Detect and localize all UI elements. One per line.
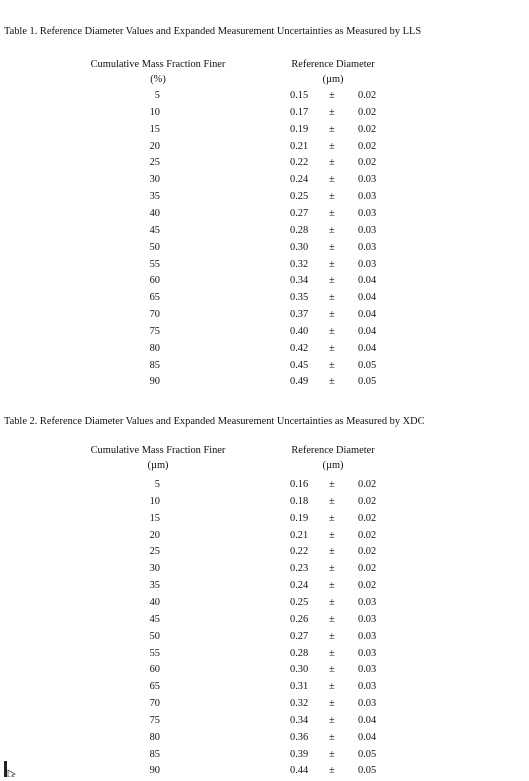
plus-minus-sign: ±	[329, 630, 335, 642]
mass-fraction-cell: 55	[149, 647, 160, 659]
reference-diameter-cell: 0.23	[290, 563, 309, 575]
table-row	[0, 225, 529, 241]
uncertainty-cell: 0.02	[358, 495, 377, 507]
plus-minus-sign: ±	[329, 325, 335, 337]
uncertainty-cell: 0.04	[358, 731, 377, 743]
mass-fraction-cell: 25	[149, 546, 160, 558]
reference-diameter-cell: 0.34	[290, 275, 309, 287]
plus-minus-sign: ±	[329, 157, 335, 169]
uncertainty-cell: 0.02	[358, 479, 377, 490]
reference-diameter-cell: 0.37	[290, 309, 309, 321]
uncertainty-cell: 0.02	[358, 123, 377, 135]
reference-diameter-cell: 0.26	[290, 613, 309, 625]
reference-diameter-cell: 0.18	[290, 495, 309, 507]
reference-diameter-cell: 0.24	[290, 174, 309, 186]
table2-col2-header-line1: Reference Diameter	[291, 445, 375, 456]
table-row	[0, 208, 529, 224]
uncertainty-cell: 0.04	[358, 325, 377, 337]
uncertainty-cell: 0.04	[358, 309, 377, 321]
plus-minus-sign: ±	[329, 512, 335, 524]
plus-minus-sign: ±	[329, 714, 335, 726]
mass-fraction-cell: 60	[149, 275, 160, 287]
plus-minus-sign: ±	[329, 748, 335, 760]
plus-minus-sign: ±	[329, 90, 335, 101]
mass-fraction-cell: 20	[149, 140, 160, 152]
reference-diameter-cell: 0.25	[290, 596, 309, 608]
table2-col2-header-line2: (µm)	[322, 460, 344, 471]
reference-diameter-cell: 0.21	[290, 140, 309, 152]
table2-col1-header	[78, 443, 238, 473]
plus-minus-sign: ±	[329, 123, 335, 135]
uncertainty-cell: 0.03	[358, 596, 377, 608]
plus-minus-sign: ±	[329, 765, 335, 777]
table-row	[0, 765, 529, 781]
plus-minus-sign: ±	[329, 495, 335, 507]
reference-diameter-cell: 0.44	[290, 765, 309, 777]
uncertainty-cell: 0.02	[358, 106, 377, 118]
reference-diameter-cell: 0.25	[290, 191, 309, 203]
plus-minus-sign: ±	[329, 241, 335, 253]
uncertainty-cell: 0.02	[358, 580, 377, 592]
mass-fraction-cell: 5	[154, 90, 160, 101]
table-row	[0, 681, 529, 697]
reference-diameter-cell: 0.30	[290, 664, 309, 676]
mass-fraction-cell: 45	[149, 224, 160, 236]
reference-diameter-cell: 0.40	[290, 325, 309, 337]
table-row	[0, 141, 529, 157]
uncertainty-cell: 0.03	[358, 241, 377, 253]
reference-diameter-cell: 0.22	[290, 546, 309, 558]
table-row	[0, 259, 529, 275]
uncertainty-cell: 0.03	[358, 647, 377, 659]
plus-minus-sign: ±	[329, 258, 335, 270]
mass-fraction-cell: 25	[149, 157, 160, 169]
table-row	[0, 343, 529, 359]
table1-col1-header	[78, 57, 238, 87]
mass-fraction-cell: 60	[149, 664, 160, 676]
mass-fraction-cell: 80	[149, 342, 160, 354]
uncertainty-cell: 0.04	[358, 714, 377, 726]
uncertainty-cell: 0.03	[358, 613, 377, 625]
uncertainty-cell: 0.03	[358, 191, 377, 203]
table-row	[0, 715, 529, 731]
mass-fraction-cell: 85	[149, 359, 160, 371]
reference-diameter-cell: 0.32	[290, 258, 309, 270]
table-row	[0, 326, 529, 342]
mass-fraction-cell: 80	[149, 731, 160, 743]
mass-fraction-cell: 45	[149, 613, 160, 625]
mass-fraction-cell: 30	[149, 174, 160, 186]
uncertainty-cell: 0.03	[358, 224, 377, 236]
reference-diameter-cell: 0.39	[290, 748, 309, 760]
table-row	[0, 563, 529, 579]
reference-diameter-cell: 0.17	[290, 106, 309, 118]
table-row	[0, 513, 529, 529]
table-row	[0, 546, 529, 562]
reference-diameter-cell: 0.42	[290, 342, 309, 354]
plus-minus-sign: ±	[329, 731, 335, 743]
reference-diameter-cell: 0.49	[290, 376, 309, 388]
plus-minus-sign: ±	[329, 647, 335, 659]
mass-fraction-cell: 65	[149, 681, 160, 693]
plus-minus-sign: ±	[329, 664, 335, 676]
uncertainty-cell: 0.05	[358, 359, 377, 371]
table-row	[0, 360, 529, 376]
mass-fraction-cell: 5	[154, 479, 160, 490]
mass-fraction-cell: 10	[149, 106, 160, 118]
uncertainty-cell: 0.05	[358, 748, 377, 760]
reference-diameter-cell: 0.19	[290, 512, 309, 524]
plus-minus-sign: ±	[329, 106, 335, 118]
mass-fraction-cell: 35	[149, 580, 160, 592]
table1-col2-header	[278, 57, 388, 87]
uncertainty-cell: 0.02	[358, 512, 377, 524]
table-row	[0, 376, 529, 392]
mass-fraction-cell: 15	[149, 123, 160, 135]
reference-diameter-cell: 0.19	[290, 123, 309, 135]
table-row	[0, 191, 529, 207]
reference-diameter-cell: 0.24	[290, 580, 309, 592]
table-row	[0, 698, 529, 714]
table2-col1-header-line2: (µm)	[147, 460, 169, 471]
uncertainty-cell: 0.02	[358, 140, 377, 152]
table-row	[0, 292, 529, 308]
plus-minus-sign: ±	[329, 342, 335, 354]
uncertainty-cell: 0.05	[358, 765, 377, 777]
table-row	[0, 664, 529, 680]
plus-minus-sign: ±	[329, 681, 335, 693]
plus-minus-sign: ±	[329, 275, 335, 287]
plus-minus-sign: ±	[329, 546, 335, 558]
uncertainty-cell: 0.02	[358, 90, 377, 101]
mass-fraction-cell: 15	[149, 512, 160, 524]
reference-diameter-cell: 0.28	[290, 647, 309, 659]
plus-minus-sign: ±	[329, 309, 335, 321]
mass-fraction-cell: 90	[149, 376, 160, 388]
plus-minus-sign: ±	[329, 174, 335, 186]
table1-col2-header-line1: Reference Diameter	[291, 59, 375, 70]
table-row	[0, 479, 529, 495]
plus-minus-sign: ±	[329, 698, 335, 710]
table-row	[0, 580, 529, 596]
reference-diameter-cell: 0.16	[290, 479, 309, 490]
table1-col2-header-line2: (µm)	[322, 74, 344, 85]
table-row	[0, 242, 529, 258]
reference-diameter-cell: 0.45	[290, 359, 309, 371]
uncertainty-cell: 0.02	[358, 157, 377, 169]
reference-diameter-cell: 0.22	[290, 157, 309, 169]
table-row	[0, 275, 529, 291]
mass-fraction-cell: 65	[149, 292, 160, 304]
table2-caption: Table 2. Reference Diameter Values and Expanded Measurement Uncertainties as Measured by XDC	[4, 416, 425, 427]
plus-minus-sign: ±	[329, 376, 335, 388]
reference-diameter-cell: 0.30	[290, 241, 309, 253]
table1-caption: Table 1. Reference Diameter Values and Expanded Measurement Uncertainties as Measured by LLS	[4, 26, 422, 37]
plus-minus-sign: ±	[329, 207, 335, 219]
table1-col1-header-line2: (%)	[150, 74, 166, 85]
uncertainty-cell: 0.03	[358, 174, 377, 186]
mass-fraction-cell: 40	[149, 596, 160, 608]
reference-diameter-cell: 0.28	[290, 224, 309, 236]
uncertainty-cell: 0.03	[358, 698, 377, 710]
table1-col1-header-line1: Cumulative Mass Fraction Finer	[90, 59, 226, 70]
reference-diameter-cell: 0.34	[290, 714, 309, 726]
mass-fraction-cell: 75	[149, 325, 160, 337]
table-row	[0, 732, 529, 748]
mass-fraction-cell: 70	[149, 309, 160, 321]
mass-fraction-cell: 85	[149, 748, 160, 760]
table-row	[0, 124, 529, 140]
reference-diameter-cell: 0.31	[290, 681, 309, 693]
plus-minus-sign: ±	[329, 359, 335, 371]
plus-minus-sign: ±	[329, 580, 335, 592]
plus-minus-sign: ±	[329, 529, 335, 541]
uncertainty-cell: 0.03	[358, 681, 377, 693]
mass-fraction-cell: 35	[149, 191, 160, 203]
mass-fraction-cell: 70	[149, 698, 160, 710]
table-row	[0, 648, 529, 664]
table2-col1-header-line1: Cumulative Mass Fraction Finer	[90, 445, 226, 456]
table2-col2-header	[278, 443, 388, 473]
uncertainty-cell: 0.02	[358, 546, 377, 558]
mass-fraction-cell: 20	[149, 529, 160, 541]
table-row	[0, 174, 529, 190]
mass-fraction-cell: 30	[149, 563, 160, 575]
table-row	[0, 157, 529, 173]
table-row	[0, 614, 529, 630]
uncertainty-cell: 0.04	[358, 342, 377, 354]
reference-diameter-cell: 0.36	[290, 731, 309, 743]
table-row	[0, 309, 529, 325]
table-row	[0, 631, 529, 647]
plus-minus-sign: ±	[329, 140, 335, 152]
mass-fraction-cell: 75	[149, 714, 160, 726]
uncertainty-cell: 0.02	[358, 529, 377, 541]
table-row	[0, 90, 529, 106]
plus-minus-sign: ±	[329, 613, 335, 625]
table-row	[0, 107, 529, 123]
uncertainty-cell: 0.03	[358, 664, 377, 676]
reference-diameter-cell: 0.15	[290, 90, 309, 101]
mass-fraction-cell: 90	[149, 765, 160, 777]
uncertainty-cell: 0.03	[358, 258, 377, 270]
uncertainty-cell: 0.05	[358, 376, 377, 388]
reference-diameter-cell: 0.27	[290, 207, 309, 219]
reference-diameter-cell: 0.21	[290, 529, 309, 541]
uncertainty-cell: 0.02	[358, 563, 377, 575]
plus-minus-sign: ±	[329, 191, 335, 203]
plus-minus-sign: ±	[329, 479, 335, 490]
mass-fraction-cell: 10	[149, 495, 160, 507]
mass-fraction-cell: 50	[149, 241, 160, 253]
table-row	[0, 530, 529, 546]
plus-minus-sign: ±	[329, 224, 335, 236]
uncertainty-cell: 0.04	[358, 292, 377, 304]
table-row	[0, 496, 529, 512]
reference-diameter-cell: 0.27	[290, 630, 309, 642]
reference-diameter-cell: 0.32	[290, 698, 309, 710]
uncertainty-cell: 0.03	[358, 630, 377, 642]
mass-fraction-cell: 55	[149, 258, 160, 270]
mass-fraction-cell: 50	[149, 630, 160, 642]
table-row	[0, 749, 529, 765]
plus-minus-sign: ±	[329, 563, 335, 575]
uncertainty-cell: 0.03	[358, 207, 377, 219]
uncertainty-cell: 0.04	[358, 275, 377, 287]
plus-minus-sign: ±	[329, 292, 335, 304]
reference-diameter-cell: 0.35	[290, 292, 309, 304]
table-row	[0, 597, 529, 613]
mass-fraction-cell: 40	[149, 207, 160, 219]
mouse-pointer-icon	[3, 761, 17, 777]
plus-minus-sign: ±	[329, 596, 335, 608]
